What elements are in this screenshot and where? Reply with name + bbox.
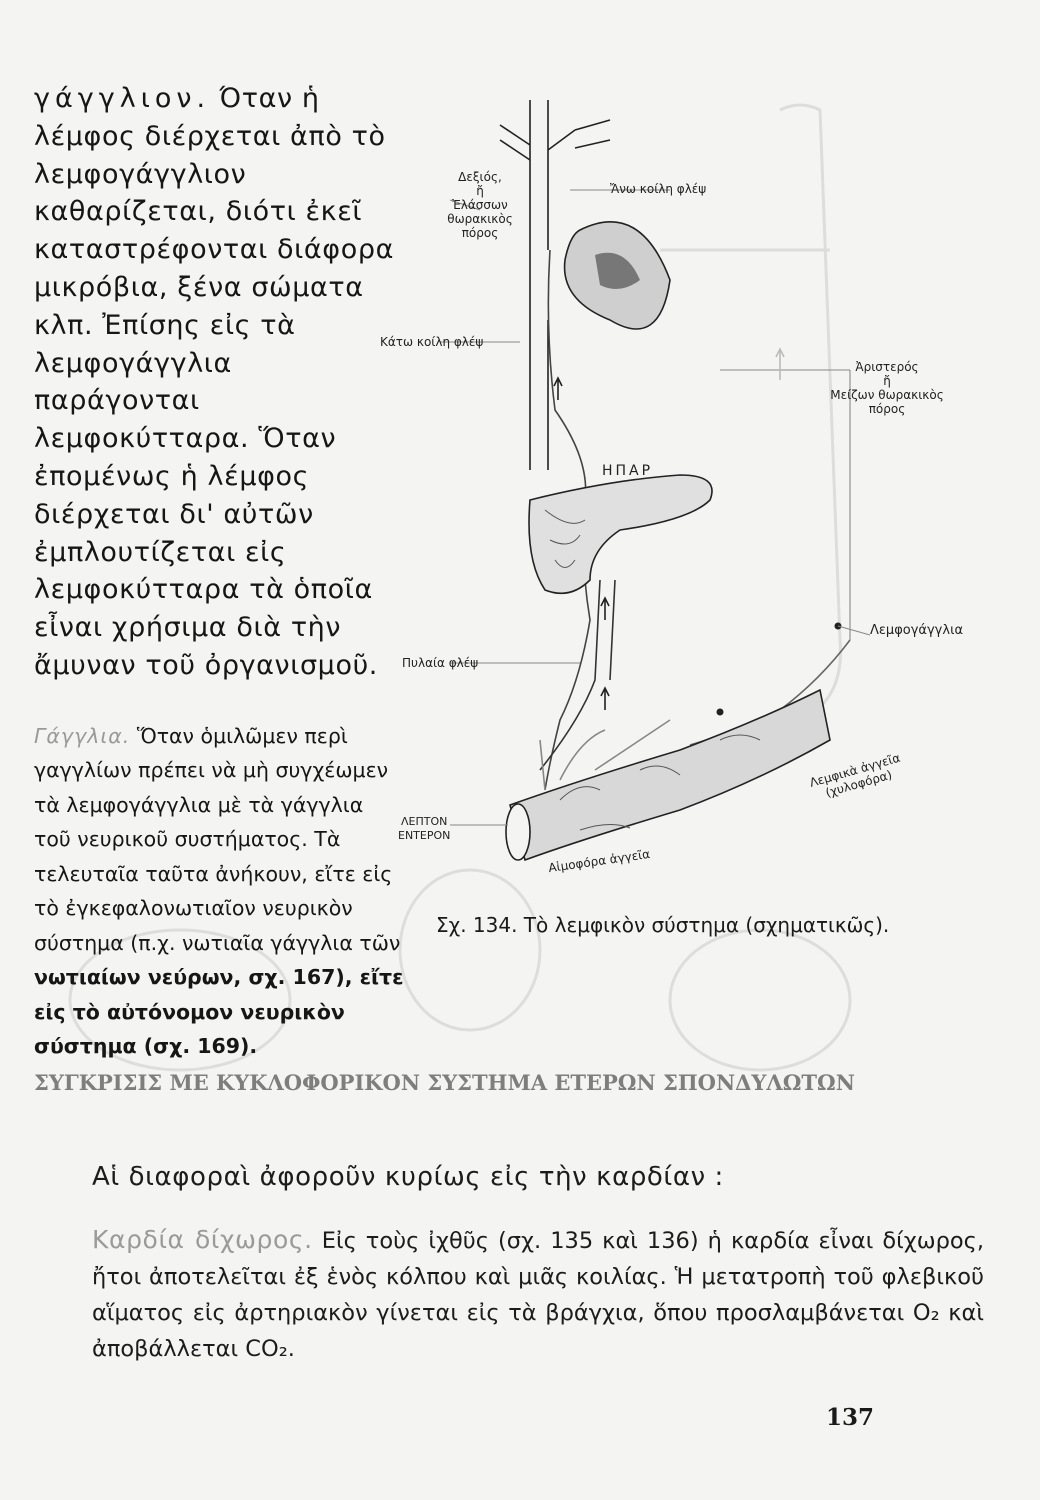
two-chamber-heart-paragraph <box>92 1222 984 1367</box>
liver <box>529 475 712 593</box>
intestine-opening <box>506 804 530 860</box>
ganglia-lead: Γάγγλια. <box>34 723 131 748</box>
section-intro: Αἱ διαφοραὶ ἀφοροῦν κυρίως εἰς τὴν καρδίαν : <box>92 1162 724 1192</box>
small-intestine-label: ΛΕΠΤΟΝ ΕΝΤΕΡΟΝ <box>398 815 451 842</box>
two-chamber-heart-body: Εἰς τοὺς ἰχθῦς (σχ. 135 καὶ 136) ἡ καρδία εἶναι δίχωρος, ἤτοι ἀποτελεῖται ἐξ ἑνὸς κόλπου καὶ μιᾶς κοιλίας. Ἡ μετατροπὴ τοῦ φλεβικοῦ αἵματος εἰς ἀρτηριακὸν γίνεται εἰς τὰ βράγχια, ὅπου προσλαμβάνεται O₂ καὶ ἀποβάλλεται CO₂. <box>92 1228 984 1362</box>
paragraph-body: Όταν ἡ λέμφος διέρχεται ἀπὸ τὸ λεμφογάγγλιον καθαρίζεται, διότι ἐκεῖ καταστρέφονται διάφορα μικρόβια, ξένα σώματα κλπ. Ἐπίσης εἰς τὰ λεμφογάγγλια παράγονται λεμφοκύτταρα. Ὅταν ἐπομένως ἡ λέμφος διέρχεται δι' αὐτῶν ἐμπλουτίζεται εἰς λεμφοκύτταρα τὰ ὁποῖα εἶναι χρήσιμα διὰ τὴν ἄμυναν τοῦ ὀργανισμοῦ. <box>34 83 394 681</box>
right-thoracic-duct-label: Δεξιός, ἤ Ἐλάσσων θωρακικὸς πόρος <box>447 170 513 240</box>
lymph-vessels-label: Λεμφικὰ ἀγγεῖα (χυλοφόρα) <box>807 750 902 800</box>
ganglia-body: Ὅταν ὁμιλῶμεν περὶ γαγγλίων πρέπει νὰ μὴ συγχέωμεν τὰ λεμφογάγγλια μὲ τὰ γάγγλια τοῦ νευρικοῦ συστήματος. Τὰ τελευταῖα ταῦτα ἀνήκουν, εἴτε εἰς τὸ ἐγκεφαλονωτιαῖον νευρικὸν σύστημα (π.χ. νωτιαῖα γάγγλια τῶν <box>34 723 401 955</box>
page-number: 137 <box>826 1404 875 1431</box>
jugular-branches <box>500 120 610 160</box>
blood-vessels-label: Αἱμοφόρα ἀγγεῖα <box>547 846 651 876</box>
inferior-vena-cava-label: Κάτω κοίλη φλέψ <box>380 335 484 349</box>
left-thoracic-duct-label: Ἀριστερός ἤ Μείζων θωρακικὸς πόρος <box>830 360 944 416</box>
lymph-node-label: Λεμφογάγγλια <box>870 623 964 638</box>
inferior-vena-cava <box>530 320 548 470</box>
ganglia-body-bold: νωτιαίων νεύρων, σχ. 167), εἴτε εἰς τὸ αὐτόνομον νευρικὸν σύστημα (σχ. 169). <box>34 965 404 1059</box>
left-text-column <box>34 80 406 1064</box>
two-chamber-heart-lead: Καρδία δίχωρος. <box>92 1225 313 1254</box>
section-heading: ΣΥΓΚΡΙΣΙΣ ΜΕ ΚΥΚΛΟΦΟΡΙΚΟΝ ΣΥΣΤΗΜΑ ΕΤΕΡΩΝ ΣΠΟΝΔΥΛΩΤΩΝ <box>34 1070 855 1095</box>
lymphatic-system-diagram <box>380 80 964 910</box>
superior-vena-cava-label: Ἄνω κοίλη φλέψ <box>610 182 707 196</box>
paragraph-start-word: γάγγλιον. <box>34 83 211 114</box>
small-intestine <box>510 690 830 860</box>
lymph-node-paragraph <box>34 80 406 685</box>
ganglia-paragraph <box>34 719 406 1064</box>
figure-caption: Σχ. 134. Τὸ λεμφικὸν σύστημα (σχηματικῶς). <box>436 913 890 937</box>
liver-label: ΗΠΑΡ <box>602 463 654 479</box>
portal-vein-label: Πυλαία φλέψ <box>402 656 479 670</box>
